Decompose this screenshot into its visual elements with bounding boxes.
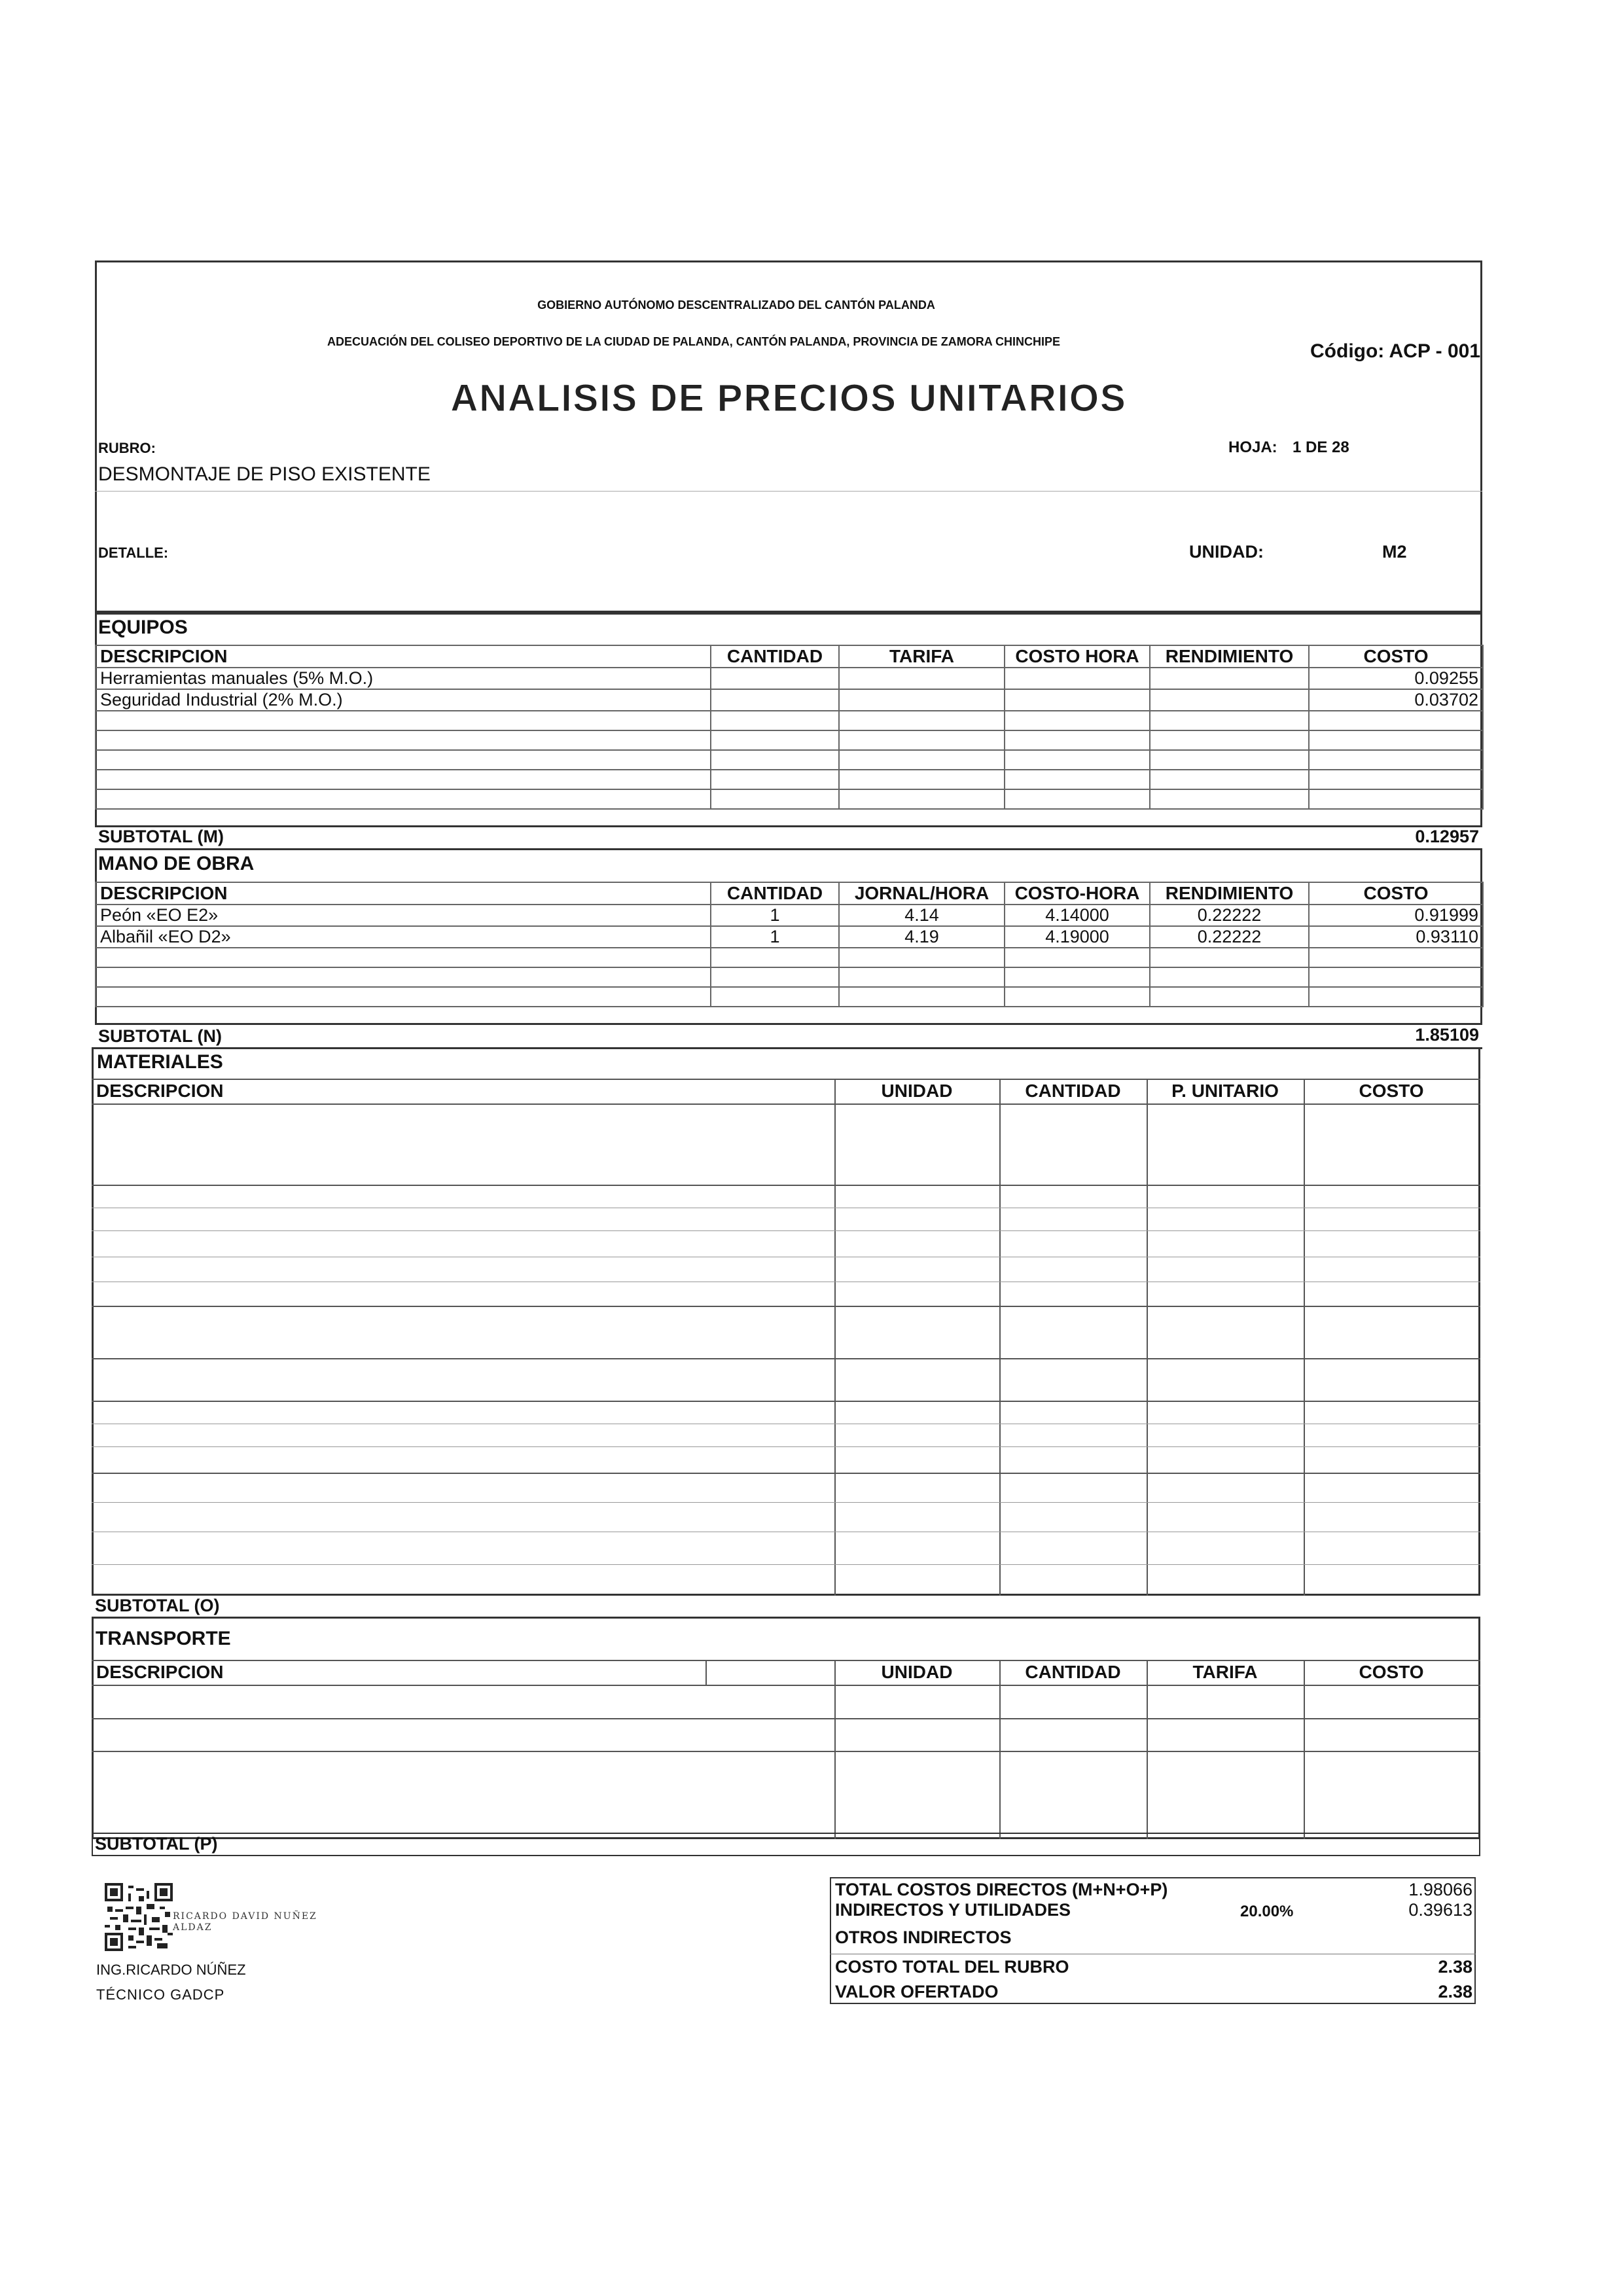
row-tarifa: [839, 689, 1005, 711]
mano-obra-subtotal-value: 1.85109: [1415, 1025, 1479, 1045]
transporte-col-divider: [1147, 1660, 1148, 1839]
materiales-row-line: [92, 1230, 1480, 1231]
col-cantidad: CANTIDAD: [1025, 1081, 1121, 1101]
detalle-label: DETALLE:: [98, 545, 169, 561]
row-costo: 0.93110: [1309, 926, 1483, 948]
qr-code-icon: [105, 1883, 173, 1951]
row-costo-hora: 4.14000: [1005, 905, 1150, 926]
col-costo: COSTO: [1309, 645, 1483, 668]
col-costo-hora: COSTO-HORA: [1005, 882, 1150, 905]
row-costo-hora: [1005, 668, 1150, 689]
signer-role: TÉCNICO GADCP: [96, 1986, 225, 2003]
empty-row: [96, 789, 1483, 809]
materiales-row-line: [92, 1502, 1480, 1503]
empty-row: [96, 987, 1483, 1007]
col-cantidad: CANTIDAD: [711, 645, 839, 668]
equipos-subtotal-value: 0.12957: [1415, 827, 1479, 846]
row-cantidad: [711, 668, 839, 689]
materiales-row-line: [92, 1358, 1480, 1359]
materiales-col-divider: [999, 1079, 1001, 1596]
materiales-col-divider: [834, 1079, 836, 1596]
materiales-subtotal-label: SUBTOTAL (O): [95, 1596, 220, 1615]
row-costo-hora: [1005, 689, 1150, 711]
row-desc: Herramientas manuales (5% M.O.): [96, 668, 711, 689]
row-jornal: 4.14: [839, 905, 1005, 926]
mano-obra-header-row: [96, 882, 1483, 905]
transporte-row-line: [92, 1718, 1480, 1719]
equipos-title: EQUIPOS: [98, 617, 188, 638]
col-descripcion: DESCRIPCION: [96, 1081, 224, 1101]
transporte-box: [92, 1617, 1480, 1839]
transporte-col-divider: [834, 1660, 836, 1839]
materiales-row-line: [92, 1401, 1480, 1402]
indirectos-pct: 20.00%: [1240, 1903, 1294, 1920]
col-costo: COSTO: [1359, 1662, 1424, 1682]
row-cantidad: 1: [711, 905, 839, 926]
valor-ofertado-value: 2.38: [1438, 1982, 1472, 2001]
indirectos-label: INDIRECTOS Y UTILIDADES: [835, 1900, 1071, 1920]
equipos-header-row: [96, 645, 1483, 668]
col-unidad: UNIDAD: [881, 1081, 953, 1101]
col-costo: COSTO: [1359, 1081, 1424, 1101]
materiales-row-line: [92, 1473, 1480, 1474]
empty-row: [96, 948, 1483, 967]
materiales-row-line: [92, 1306, 1480, 1307]
row-cantidad: [711, 689, 839, 711]
materiales-head-bottom: [92, 1103, 1480, 1105]
table-row: [96, 926, 1483, 948]
col-cantidad: CANTIDAD: [1025, 1662, 1121, 1682]
total-directos-value: 1.98066: [1408, 1880, 1472, 1899]
row-costo: 0.09255: [1309, 668, 1483, 689]
page-title: ANALISIS DE PRECIOS UNITARIOS: [450, 377, 1127, 420]
transporte-head-bottom: [92, 1685, 1480, 1686]
hoja-label: HOJA:: [1228, 439, 1277, 456]
otros-indirectos-label: OTROS INDIRECTOS: [835, 1928, 1012, 1947]
row-rendimiento: [1150, 668, 1309, 689]
valor-ofertado-label: VALOR OFERTADO: [835, 1982, 999, 2001]
header-box: [95, 260, 1482, 613]
col-costo: COSTO: [1309, 882, 1483, 905]
col-unidad: UNIDAD: [881, 1662, 953, 1682]
col-cantidad: CANTIDAD: [711, 882, 839, 905]
col-rendimiento: RENDIMIENTO: [1150, 645, 1309, 668]
header-divider: [95, 491, 1482, 492]
materiales-col-divider: [1304, 1079, 1305, 1596]
transporte-col-divider: [999, 1660, 1001, 1839]
unidad-label: UNIDAD:: [1189, 542, 1264, 562]
row-desc: Peón «EO E2»: [96, 905, 711, 926]
total-directos-label: TOTAL COSTOS DIRECTOS (M+N+O+P): [835, 1880, 1168, 1899]
transporte-col-divider: [1304, 1660, 1305, 1839]
row-costo: 0.91999: [1309, 905, 1483, 926]
materiales-col-divider: [1147, 1079, 1148, 1596]
hoja-value: 1 DE 28: [1293, 439, 1349, 456]
col-costo-hora: COSTO HORA: [1005, 645, 1150, 668]
row-rendimiento: 0.22222: [1150, 926, 1309, 948]
row-costo: 0.03702: [1309, 689, 1483, 711]
codigo-label: Código: ACP - 001: [1310, 340, 1481, 362]
row-cantidad: 1: [711, 926, 839, 948]
unidad-value: M2: [1382, 542, 1407, 562]
qr-caption-1: RICARDO DAVID NUÑEZ: [173, 1911, 317, 1922]
col-descripcion: DESCRIPCION: [96, 645, 711, 668]
empty-row: [96, 711, 1483, 730]
col-jornal-hora: JORNAL/HORA: [839, 882, 1005, 905]
rubro-value: DESMONTAJE DE PISO EXISTENTE: [98, 463, 431, 485]
empty-row: [96, 730, 1483, 750]
materiales-row-line: [92, 1446, 1480, 1447]
table-row: [96, 905, 1483, 926]
row-rendimiento: 0.22222: [1150, 905, 1309, 926]
materiales-box: [92, 1047, 1480, 1596]
mano-obra-subtotal-label: SUBTOTAL (N): [98, 1026, 222, 1046]
materiales-head-top: [92, 1079, 1480, 1080]
transporte-head-top: [92, 1660, 1480, 1661]
qr-caption-2: ALDAZ: [173, 1922, 213, 1933]
transporte-title: TRANSPORTE: [96, 1628, 231, 1649]
costo-total-value: 2.38: [1438, 1957, 1472, 1977]
materiales-row-line: [92, 1185, 1480, 1186]
col-tarifa: TARIFA: [839, 645, 1005, 668]
col-descripcion: DESCRIPCION: [96, 1662, 224, 1682]
table-row: [96, 668, 1483, 689]
row-tarifa: [839, 668, 1005, 689]
empty-row: [96, 967, 1483, 987]
mano-obra-title: MANO DE OBRA: [98, 853, 255, 874]
equipos-table: [95, 645, 1484, 810]
col-descripcion: DESCRIPCION: [96, 882, 711, 905]
col-p-unitario: P. UNITARIO: [1171, 1081, 1279, 1101]
row-desc: Seguridad Industrial (2% M.O.): [96, 689, 711, 711]
empty-row: [96, 770, 1483, 789]
transporte-row-line: [92, 1751, 1480, 1752]
empty-row: [96, 750, 1483, 770]
rubro-label: RUBRO:: [98, 440, 156, 456]
gov-heading: GOBIERNO AUTÓNOMO DESCENTRALIZADO DEL CANTÓN PALANDA: [537, 298, 935, 312]
materiales-row-line: [92, 1564, 1480, 1565]
row-desc: Albañil «EO D2»: [96, 926, 711, 948]
materiales-title: MATERIALES: [97, 1051, 223, 1073]
equipos-subtotal-label: SUBTOTAL (M): [98, 827, 224, 846]
row-rendimiento: [1150, 689, 1309, 711]
col-tarifa: TARIFA: [1192, 1662, 1258, 1682]
row-jornal: 4.19: [839, 926, 1005, 948]
costo-total-label: COSTO TOTAL DEL RUBRO: [835, 1957, 1069, 1977]
subtotal-p-box: [92, 1833, 1480, 1856]
table-row: [96, 689, 1483, 711]
row-costo-hora: 4.19000: [1005, 926, 1150, 948]
col-rendimiento: RENDIMIENTO: [1150, 882, 1309, 905]
mano-obra-table: [95, 882, 1484, 1007]
signer-name: ING.RICARDO NÚÑEZ: [96, 1962, 246, 1978]
indirectos-value: 0.39613: [1408, 1900, 1472, 1920]
transporte-subtotal-label: SUBTOTAL (P): [95, 1834, 218, 1854]
transporte-col-divider: [705, 1660, 707, 1685]
project-heading: ADECUACIÓN DEL COLISEO DEPORTIVO DE LA CIUDAD DE PALANDA, CANTÓN PALANDA, PROVINCIA DE ZAMORA CHINCHIPE: [327, 335, 1061, 348]
